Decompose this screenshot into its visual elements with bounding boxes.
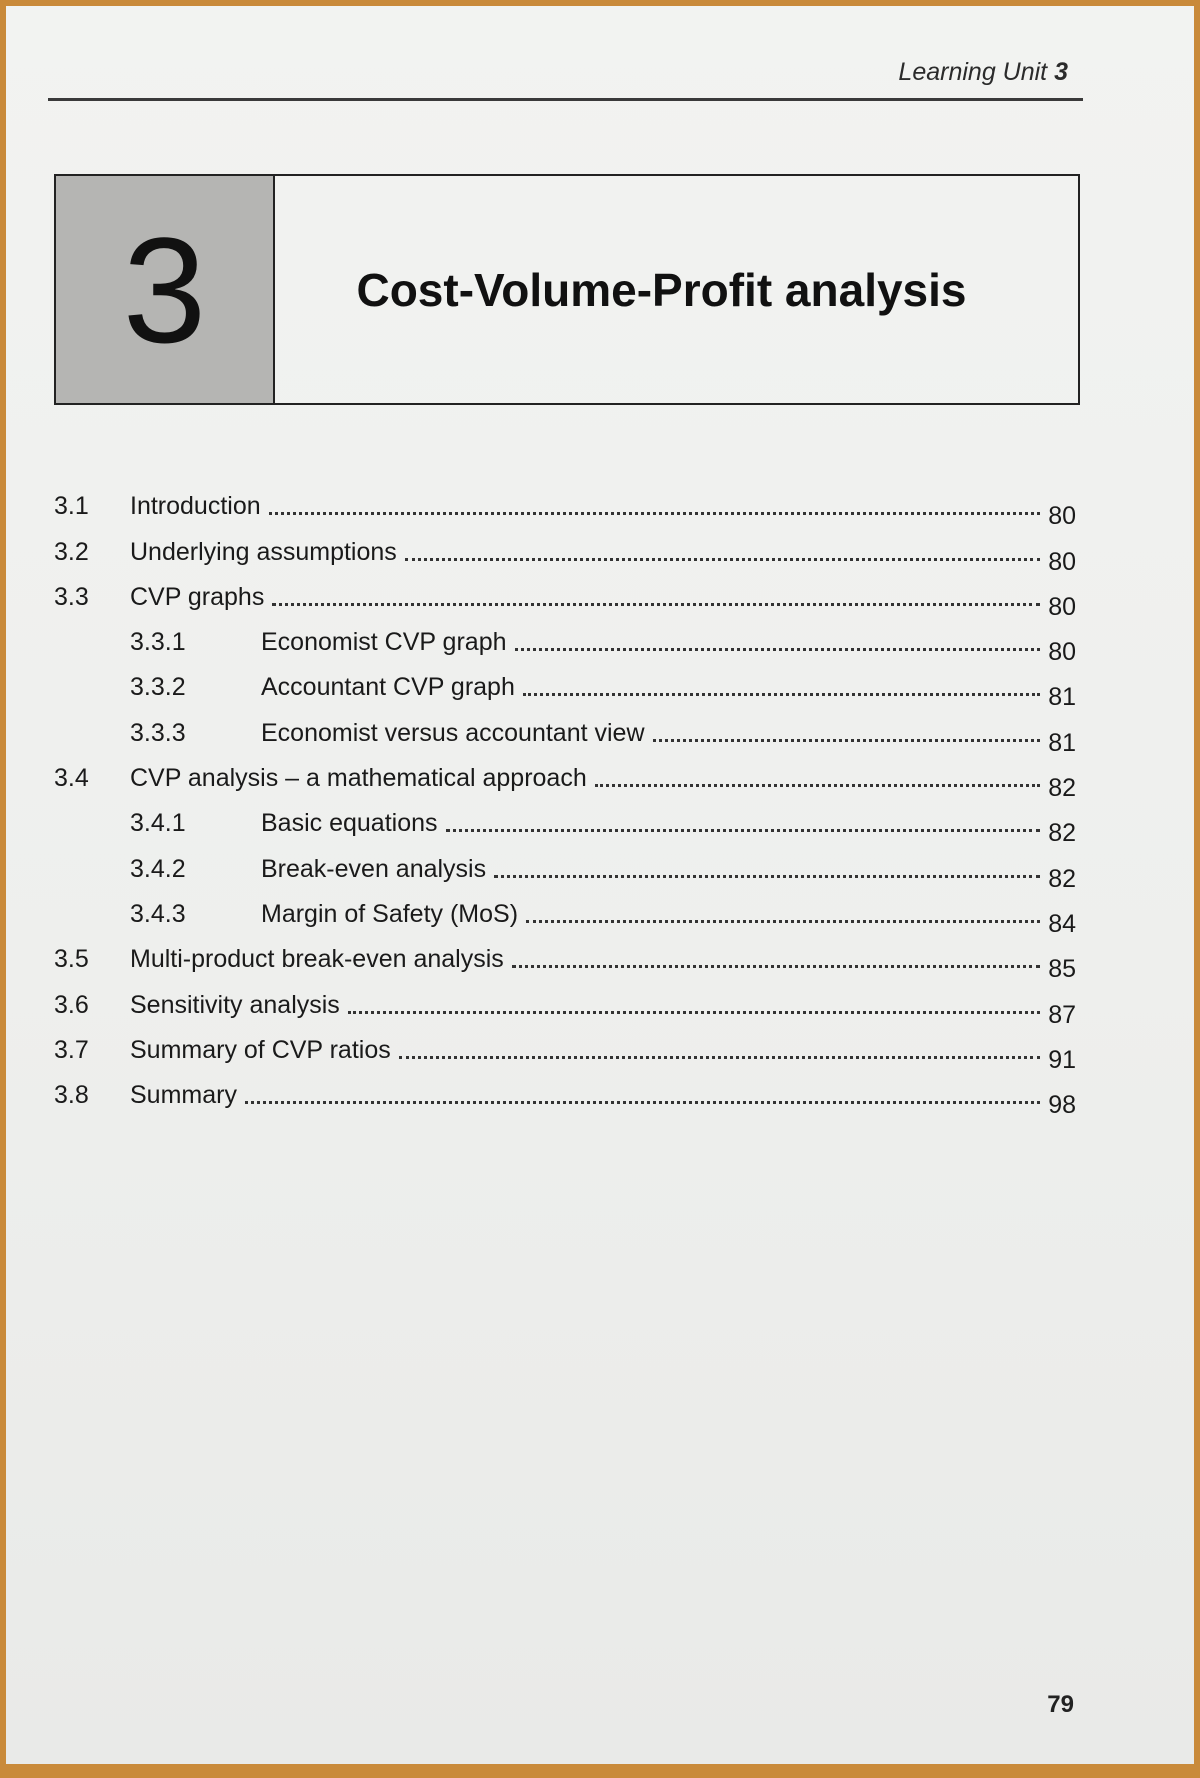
toc-entry-number: 3.6: [54, 990, 89, 1019]
toc-entry: [54, 476, 1076, 531]
toc-entry: [54, 567, 1076, 621]
toc-dot-leader: [512, 965, 1040, 968]
toc-entry-number: 3.3.1: [130, 628, 186, 657]
toc-entry-page: 82: [1048, 774, 1076, 803]
toc-entry-page: 85: [1048, 955, 1076, 984]
toc-entry-title: Summary: [130, 1081, 237, 1110]
toc-entry-page: 81: [1048, 683, 1076, 712]
toc-entry-number: 3.3: [54, 582, 89, 611]
toc-dot-leader: [269, 512, 1040, 515]
chapter-number-cell: [56, 176, 275, 403]
toc-subentry: [54, 702, 1076, 757]
toc-entry-number: 3.7: [54, 1035, 89, 1064]
running-head-label: Learning Unit: [898, 58, 1048, 86]
toc-entry-number: 3.1: [54, 492, 89, 521]
toc-entry-page: 80: [1048, 547, 1076, 576]
table-of-contents: [54, 476, 1076, 1120]
toc-dot-leader: [399, 1056, 1040, 1059]
toc-dot-leader: [515, 648, 1041, 651]
toc-dot-leader: [526, 920, 1040, 923]
toc-dot-leader: [405, 558, 1040, 561]
toc-entry-number: 3.8: [54, 1081, 89, 1110]
toc-entry: [54, 929, 1076, 984]
toc-entry-page: 87: [1048, 1000, 1076, 1029]
toc-entry-title: Summary of CVP ratios: [130, 1035, 391, 1064]
toc-entry-title: Underlying assumptions: [130, 537, 397, 566]
toc-entry: [54, 748, 1076, 803]
toc-entry-title: Economist versus accountant view: [261, 718, 645, 747]
page-number: 79: [1047, 1691, 1074, 1718]
toc-dot-leader: [595, 784, 1040, 787]
toc-entry: [54, 1065, 1076, 1120]
toc-entry-title: Basic equations: [261, 809, 438, 838]
toc-entry-number: 3.4.2: [130, 854, 186, 883]
toc-entry-title: Sensitivity analysis: [130, 990, 340, 1019]
running-head-number: 3: [1054, 58, 1068, 86]
toc-entry: [54, 974, 1076, 1029]
running-head: [898, 58, 1068, 87]
toc-entry-page: 91: [1048, 1045, 1076, 1074]
toc-entry-title: Break-even analysis: [261, 854, 487, 883]
toc-entry-page: 82: [1048, 864, 1076, 893]
toc-dot-leader: [272, 603, 1040, 606]
toc-entry-page: 82: [1048, 819, 1076, 848]
toc-entry-title: Margin of Safety (MoS): [261, 899, 519, 928]
toc-subentry: [54, 657, 1076, 712]
toc-dot-leader: [245, 1101, 1040, 1104]
toc-entry-page: 98: [1048, 1091, 1076, 1120]
toc-entry: [54, 521, 1076, 576]
toc-entry-title: Introduction: [130, 492, 261, 521]
header-rule: [48, 98, 1083, 101]
toc-subentry: [54, 838, 1076, 893]
toc-subentry: [54, 612, 1076, 667]
toc-entry-title: CVP graphs: [130, 582, 265, 611]
toc-entry-number: 3.3.2: [130, 673, 186, 702]
toc-entry-title: Multi-product break-even analysis: [130, 945, 504, 974]
toc-entry-page: 80: [1048, 502, 1076, 531]
toc-entry-title: Accountant CVP graph: [261, 673, 515, 702]
toc-entry-page: 80: [1048, 638, 1076, 667]
toc-subentry: [54, 793, 1076, 848]
toc-dot-leader: [523, 693, 1040, 696]
toc-entry-number: 3.4: [54, 764, 89, 793]
toc-entry-number: 3.5: [54, 945, 89, 974]
toc-entry-page: 84: [1048, 909, 1076, 938]
toc-entry-number: 3.2: [54, 537, 89, 566]
chapter-number: 3: [122, 205, 207, 374]
toc-subentry: [54, 884, 1076, 938]
chapter-title: Cost-Volume-Profit analysis: [356, 263, 967, 316]
toc-entry: [54, 1020, 1076, 1074]
toc-entry-number: 3.4.1: [130, 809, 186, 838]
book-page: [6, 6, 1194, 1764]
toc-dot-leader: [348, 1011, 1040, 1014]
toc-entry-number: 3.4.3: [130, 899, 186, 928]
toc-entry-page: 81: [1048, 728, 1076, 757]
chapter-heading-box: [54, 174, 1080, 405]
toc-entry-title: CVP analysis – a mathematical approach: [130, 764, 587, 793]
chapter-title-cell: [275, 176, 1078, 403]
toc-entry-title: Economist CVP graph: [261, 628, 507, 657]
toc-entry-number: 3.3.3: [130, 718, 186, 747]
toc-dot-leader: [446, 829, 1040, 832]
toc-dot-leader: [494, 875, 1040, 878]
toc-entry-page: 80: [1048, 592, 1076, 621]
toc-dot-leader: [653, 739, 1040, 742]
